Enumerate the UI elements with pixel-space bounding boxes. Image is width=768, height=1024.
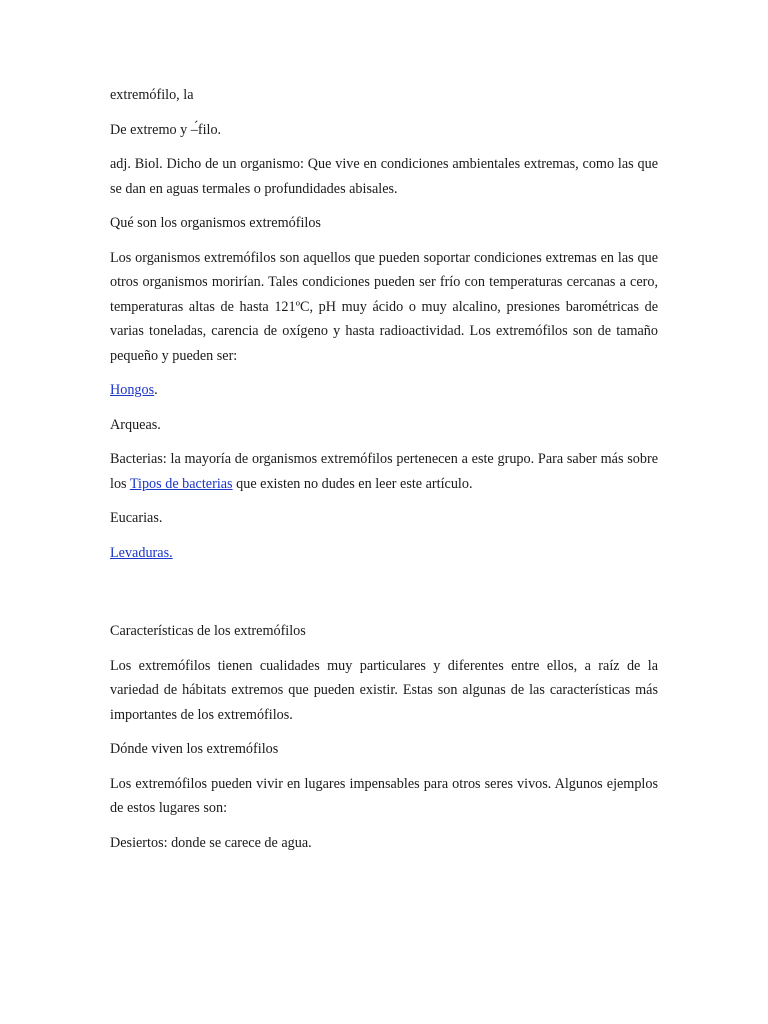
paragraph-where: Los extremófilos pueden vivir en lugares impensables para otros seres vivos. Algunos ejemplos de estos lugares son: — [110, 775, 658, 816]
heading-what: Qué son los organismos extremófilos — [110, 215, 321, 231]
bacterias-suffix: que existen no dudes en leer este artículo. — [232, 475, 473, 492]
paragraph-characteristics: Los extremófilos tienen cualidades muy particulares y diferentes entre ellos, a raíz de la variedad de hábitats extremos que pueden existir. Estas son algunas de las características más importantes de los extremófilos. — [110, 657, 658, 723]
heading-characteristics: Características de los extremófilos — [110, 623, 306, 639]
paragraph-what: Los organismos extremófilos son aquellos que pueden soportar condiciones extremas en las que otros organismos morirían. Tales condiciones pueden ser frío con temperaturas cercanas a cero, temperaturas altas de hasta 121ºC, pH muy ácido o muy alcalino, presiones barométricas de varias toneladas, carencia de oxígeno y hasta radioactividad. Los extremófilos son de tamaño pequeño y pueden ser: — [110, 249, 658, 364]
list-item-hongos — [110, 378, 658, 403]
levaduras-link[interactable]: Levaduras. — [110, 544, 173, 561]
entry-title: extremófilo, la — [110, 87, 194, 103]
list-item-levaduras — [110, 541, 658, 566]
definition: adj. Biol. Dicho de un organismo: Que vive en condiciones ambientales extremas, como las que se dan en aguas termales o profundidades abisales. — [110, 156, 658, 197]
heading-where: Dónde viven los extremófilos — [110, 741, 279, 757]
blank-line — [110, 575, 658, 619]
etymology: De extremo y –́filo. — [110, 121, 222, 138]
document-page — [110, 83, 658, 865]
list-item-eucarias: Eucarias. — [110, 510, 163, 526]
list-item-bacterias — [110, 447, 658, 496]
bacterias-prefix: Bacterias: la mayoría de organismos extremófilos pertenecen a este grupo. Para saber más sobre los — [110, 451, 658, 492]
list-item-arqueas: Arqueas. — [110, 416, 161, 433]
hongos-link[interactable]: Hongos — [110, 382, 155, 398]
tipos-de-bacterias-link[interactable]: Tipos de bacterias — [129, 475, 233, 492]
hongos-suffix: . — [154, 382, 158, 398]
desiertos-item: Desiertos: donde se carece de agua. — [110, 834, 312, 851]
